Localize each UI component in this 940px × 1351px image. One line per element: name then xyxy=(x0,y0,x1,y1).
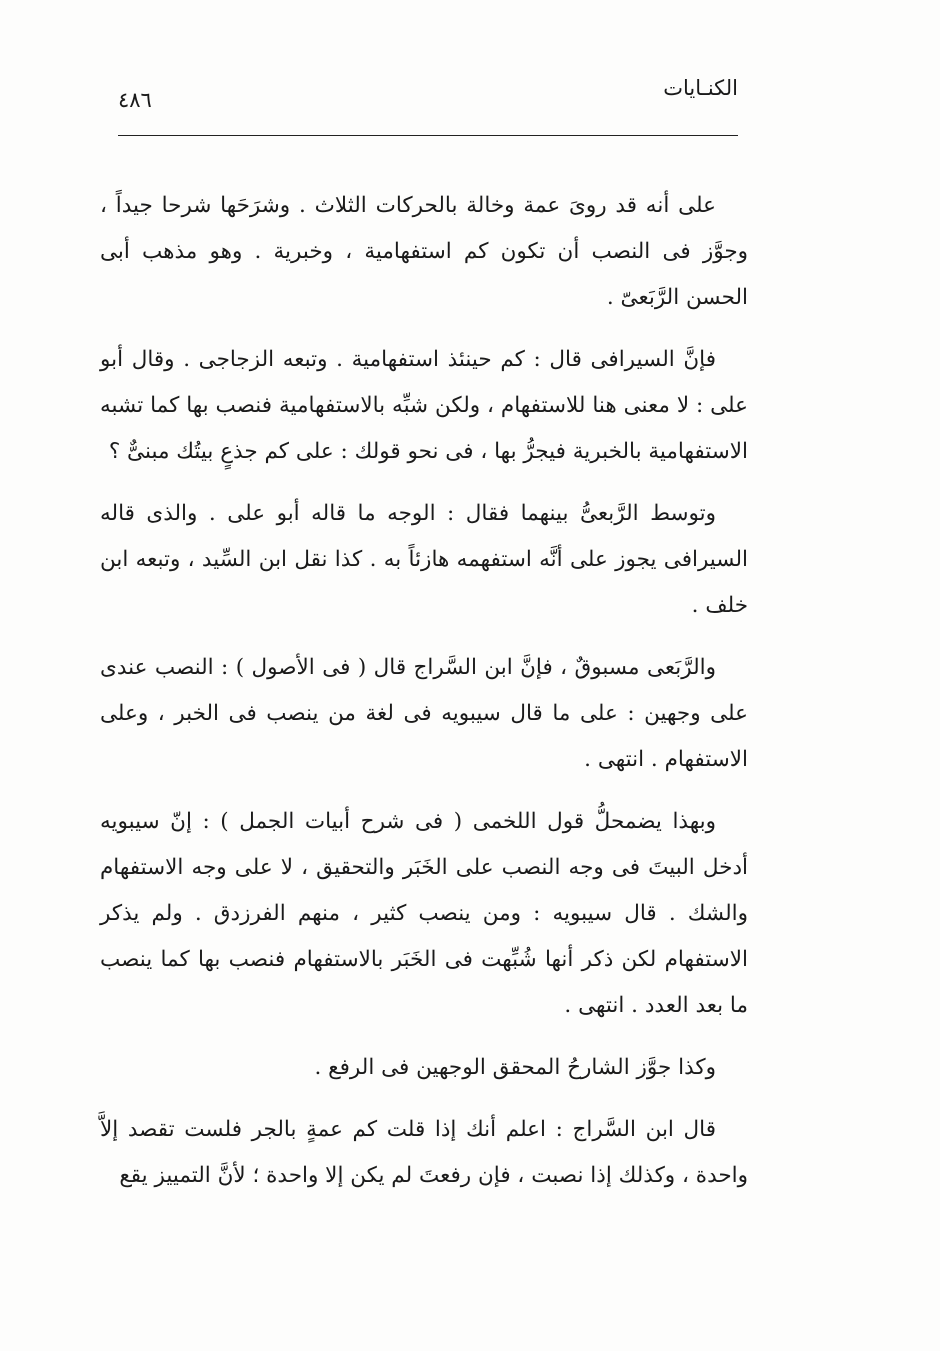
page-number: ٤٨٦ xyxy=(118,88,152,112)
running-title: الكنـايات xyxy=(663,76,738,100)
header-rule xyxy=(118,135,738,136)
paragraph: وبهذا يضمحلُّ قول اللخمى ( فى شرح أبيات الجمل ) : إنّ سيبويه أدخل البيتَ فى وجه النصب على الخَبَر والتحقيق ، لا على وجه الاستفهام والشك . قال سيبويه : ومن ينصب كثير ، منهم الفرزدق . ولم يذكر الاستفهام لكن ذكر أنها شُبِّهت فى الخَبَر بالاستفهام فنصب بها كما ينصب ما بعد العدد . انتهى . xyxy=(100,809,748,1018)
paragraph: وكذا جوَّز الشارحُ المحقق الوجهين فى الرفع . xyxy=(314,1055,716,1080)
paragraph: وتوسط الرَّبعىُّ بينهما فقال : الوجه ما قاله أبو على . والذى قاله السيرافى يجوز على أنَّه استفهمه هازئاً به . كذا نقل ابن السِّيد ، وتبعه ابن خلف . xyxy=(100,501,748,618)
paragraph: قال ابن السَّراج : اعلم أنك إذا قلت كم عمةٍ بالجر فلست تقصد إلاَّ واحدة ، وكذلك إذا نصبت ، فإن رفعتَ لم يكن إلا واحدة ؛ لأنَّ التمييز يقع xyxy=(100,1117,748,1188)
paragraph: فإنَّ السيرافى قال : كم حينئذ استفهامية . وتبعه الزجاجى . وقال أبو على : لا معنى هنا للاستفهام ، ولكن شبِّه بالاستفهامية فنصب بها كما تشبه الاستفهامية بالخبرية فيجرُّ بها ، فى نحو قولك : على كم جذعٍ بيتُك مبنىٌّ ؟ xyxy=(100,347,748,464)
page-header xyxy=(118,70,738,136)
paragraph: والرَّبَعى مسبوقٌ ، فإنَّ ابن السَّراج قال ( فى الأصول ) : النصب عندى على وجهين : على ما قال سيبويه فى لغة من ينصب فى الخبر ، وعلى الاستفهام . انتهى . xyxy=(100,655,748,772)
paragraph: على أنه قد روىَ عمة وخالة بالحركات الثلاث . وشرَحَها شرحا جيداً ، وجوَّز فى النصب أن تكون كم استفهامية ، وخبرية . وهو مذهب أبى الحسن الرَّبَعىّ . xyxy=(100,193,748,310)
body-text xyxy=(100,183,748,1215)
